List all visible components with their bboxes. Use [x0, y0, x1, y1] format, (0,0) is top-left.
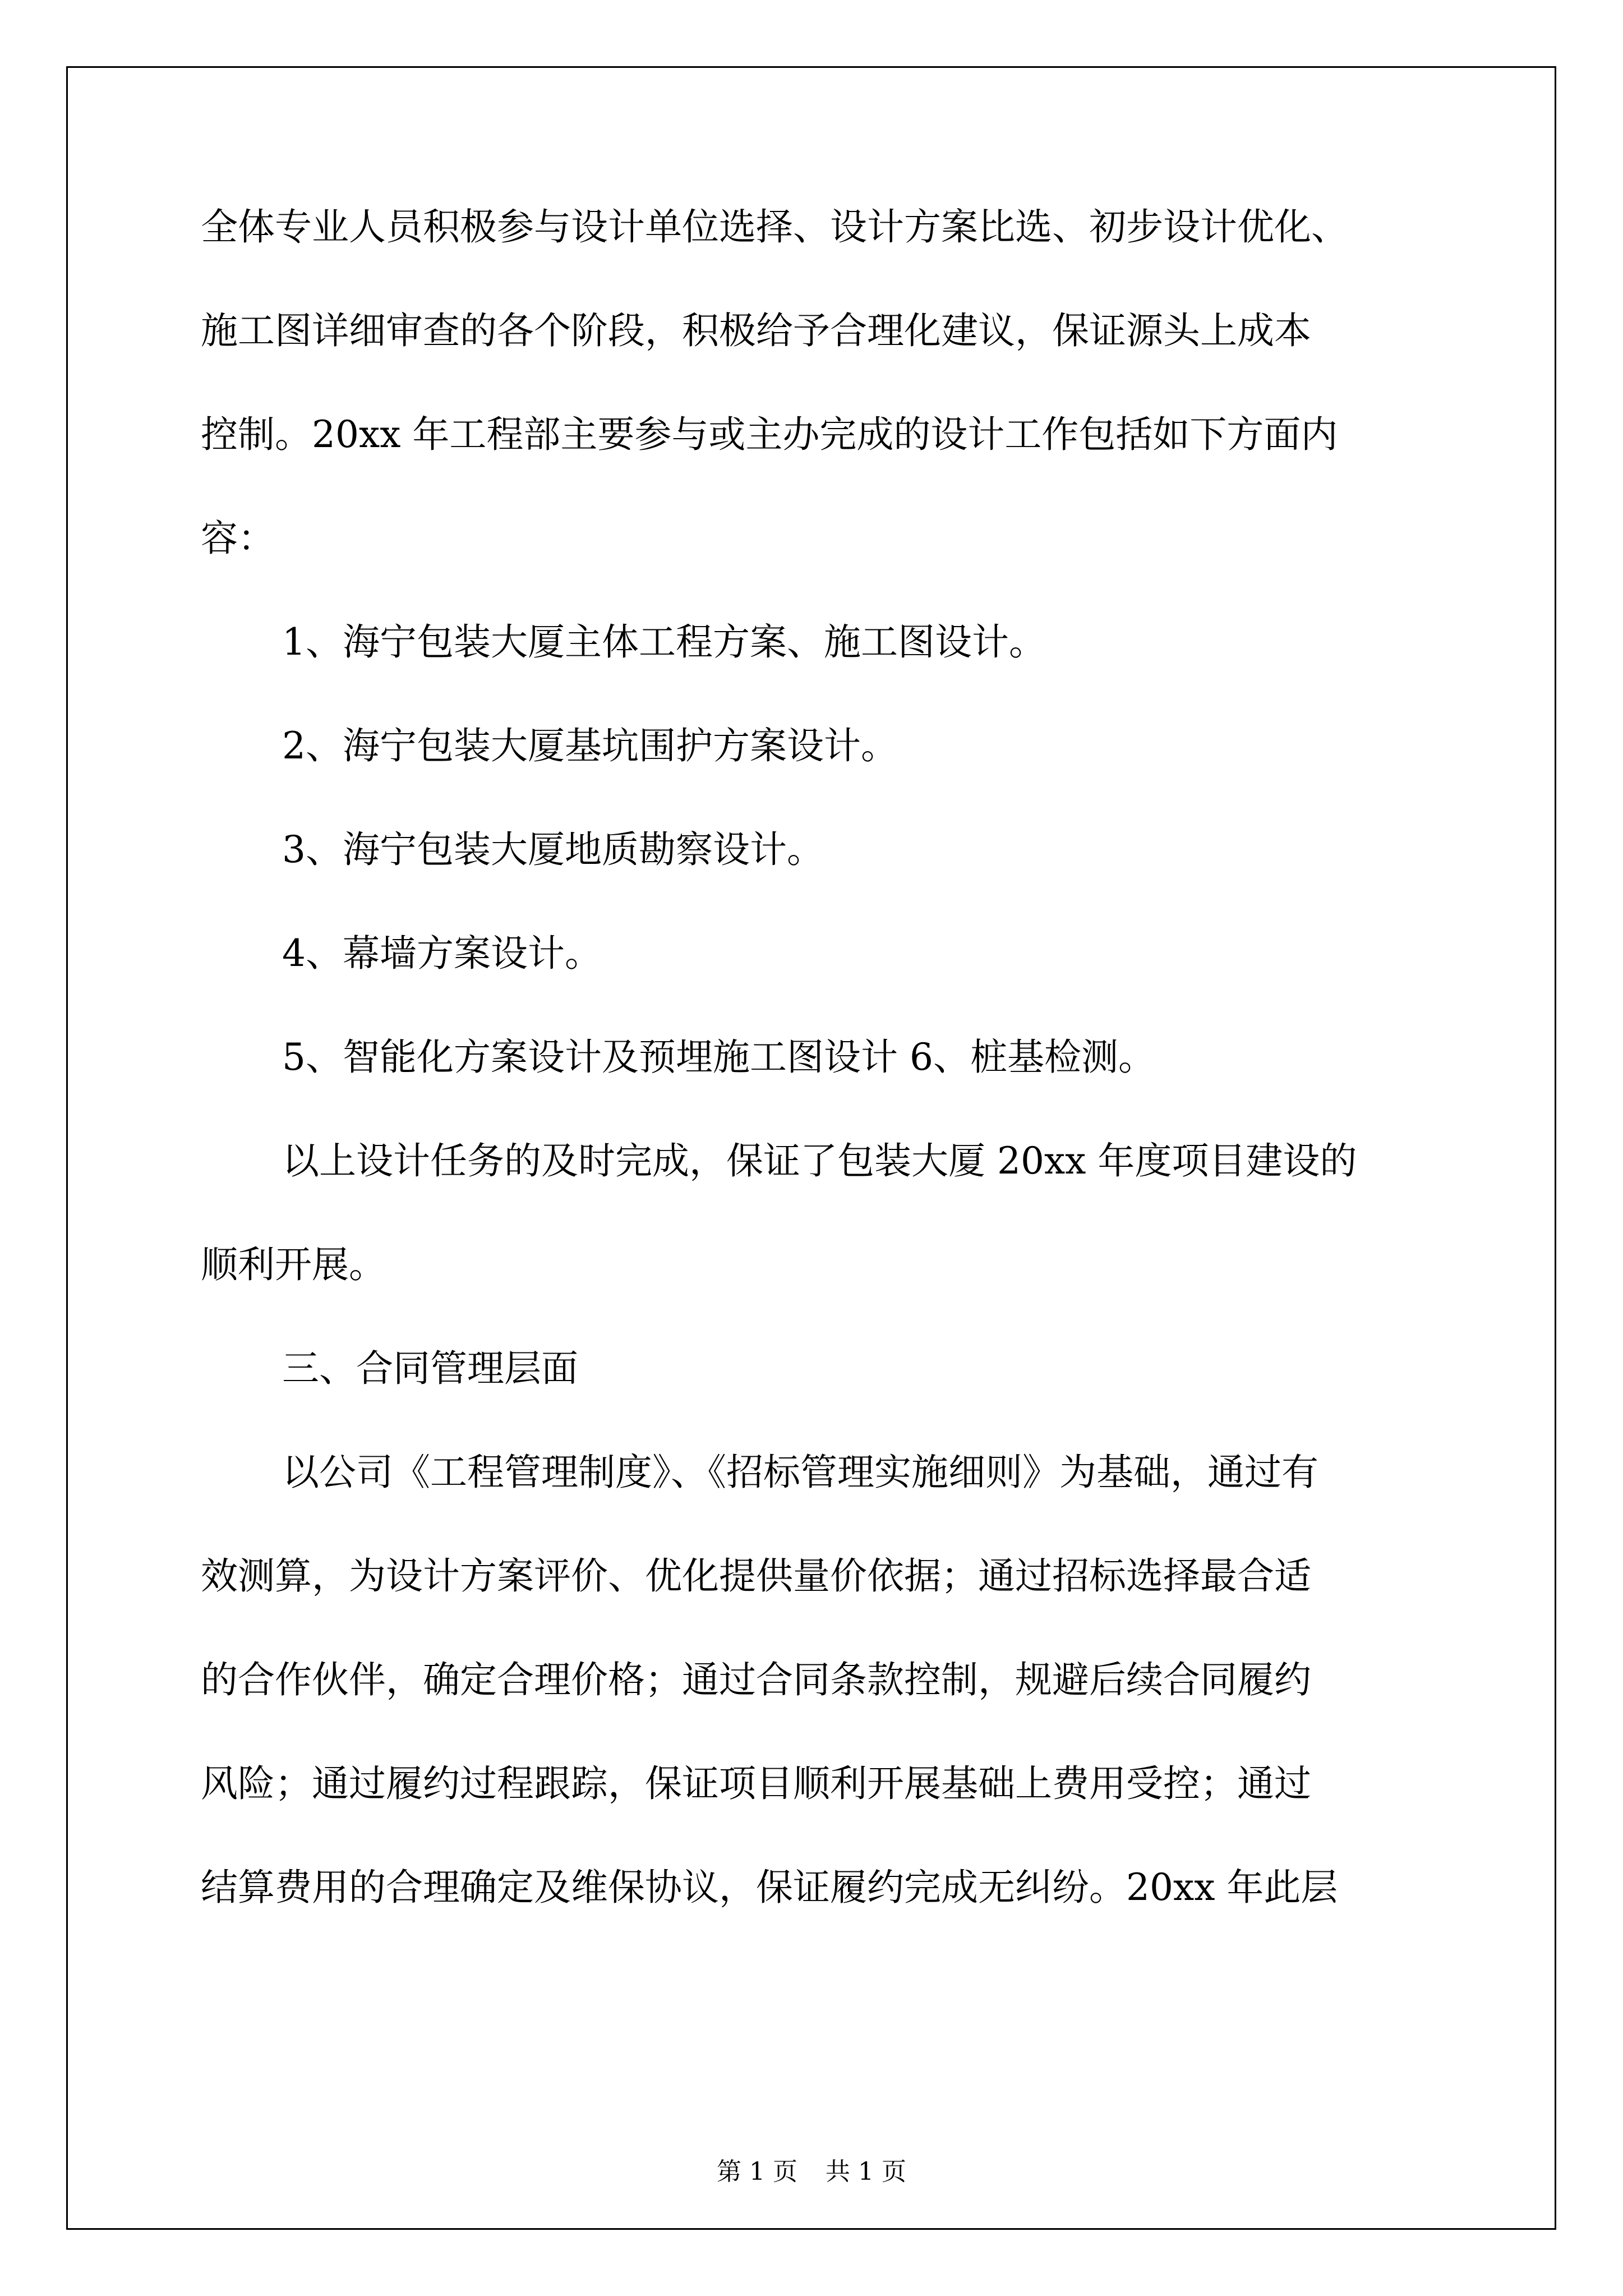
- text-line: 全体专业人员积极参与设计单位选择、设计方案比选、初步设计优化、: [201, 205, 1348, 249]
- section-heading: 三、合同管理层面: [282, 1347, 578, 1390]
- text-line: 以上设计任务的及时完成，保证了包装大厦 20xx 年度项目建设的: [282, 1139, 1357, 1182]
- list-item: 3、海宁包装大厦地质勘察设计。: [282, 828, 824, 871]
- text-line: 效测算，为设计方案评价、优化提供量价依据；通过招标选择最合适: [201, 1554, 1311, 1598]
- text-line: 以公司《工程管理制度》、《招标管理实施细则》为基础，通过有: [282, 1451, 1318, 1494]
- page-total: 共 1 页: [826, 2157, 906, 2186]
- list-item: 2、海宁包装大厦基坑围护方案设计。: [282, 724, 898, 767]
- list-item: 1、海宁包装大厦主体工程方案、施工图设计。: [282, 620, 1046, 664]
- text-line: 结算费用的合理确定及维保协议，保证履约完成无纠纷。20xx 年此层: [201, 1866, 1338, 1909]
- page-footer: [0, 2151, 1623, 2187]
- list-item: 5、智能化方案设计及预埋施工图设计 6、桩基检测。: [282, 1036, 1155, 1079]
- text-line: 的合作伙伴，确定合理价格；通过合同条款控制，规避后续合同履约: [201, 1658, 1311, 1701]
- text-line: 容：: [201, 517, 275, 560]
- list-item: 4、幕墙方案设计。: [282, 932, 602, 975]
- text-line: 风险；通过履约过程跟踪，保证项目顺利开展基础上费用受控；通过: [201, 1762, 1311, 1805]
- page-number: 第 1 页: [717, 2157, 797, 2186]
- text-line: 顺利开展。: [201, 1243, 386, 1286]
- text-line: 控制。20xx 年工程部主要参与或主办完成的设计工作包括如下方面内: [201, 413, 1338, 456]
- text-line: 施工图详细审查的各个阶段，积极给予合理化建议，保证源头上成本: [201, 309, 1311, 352]
